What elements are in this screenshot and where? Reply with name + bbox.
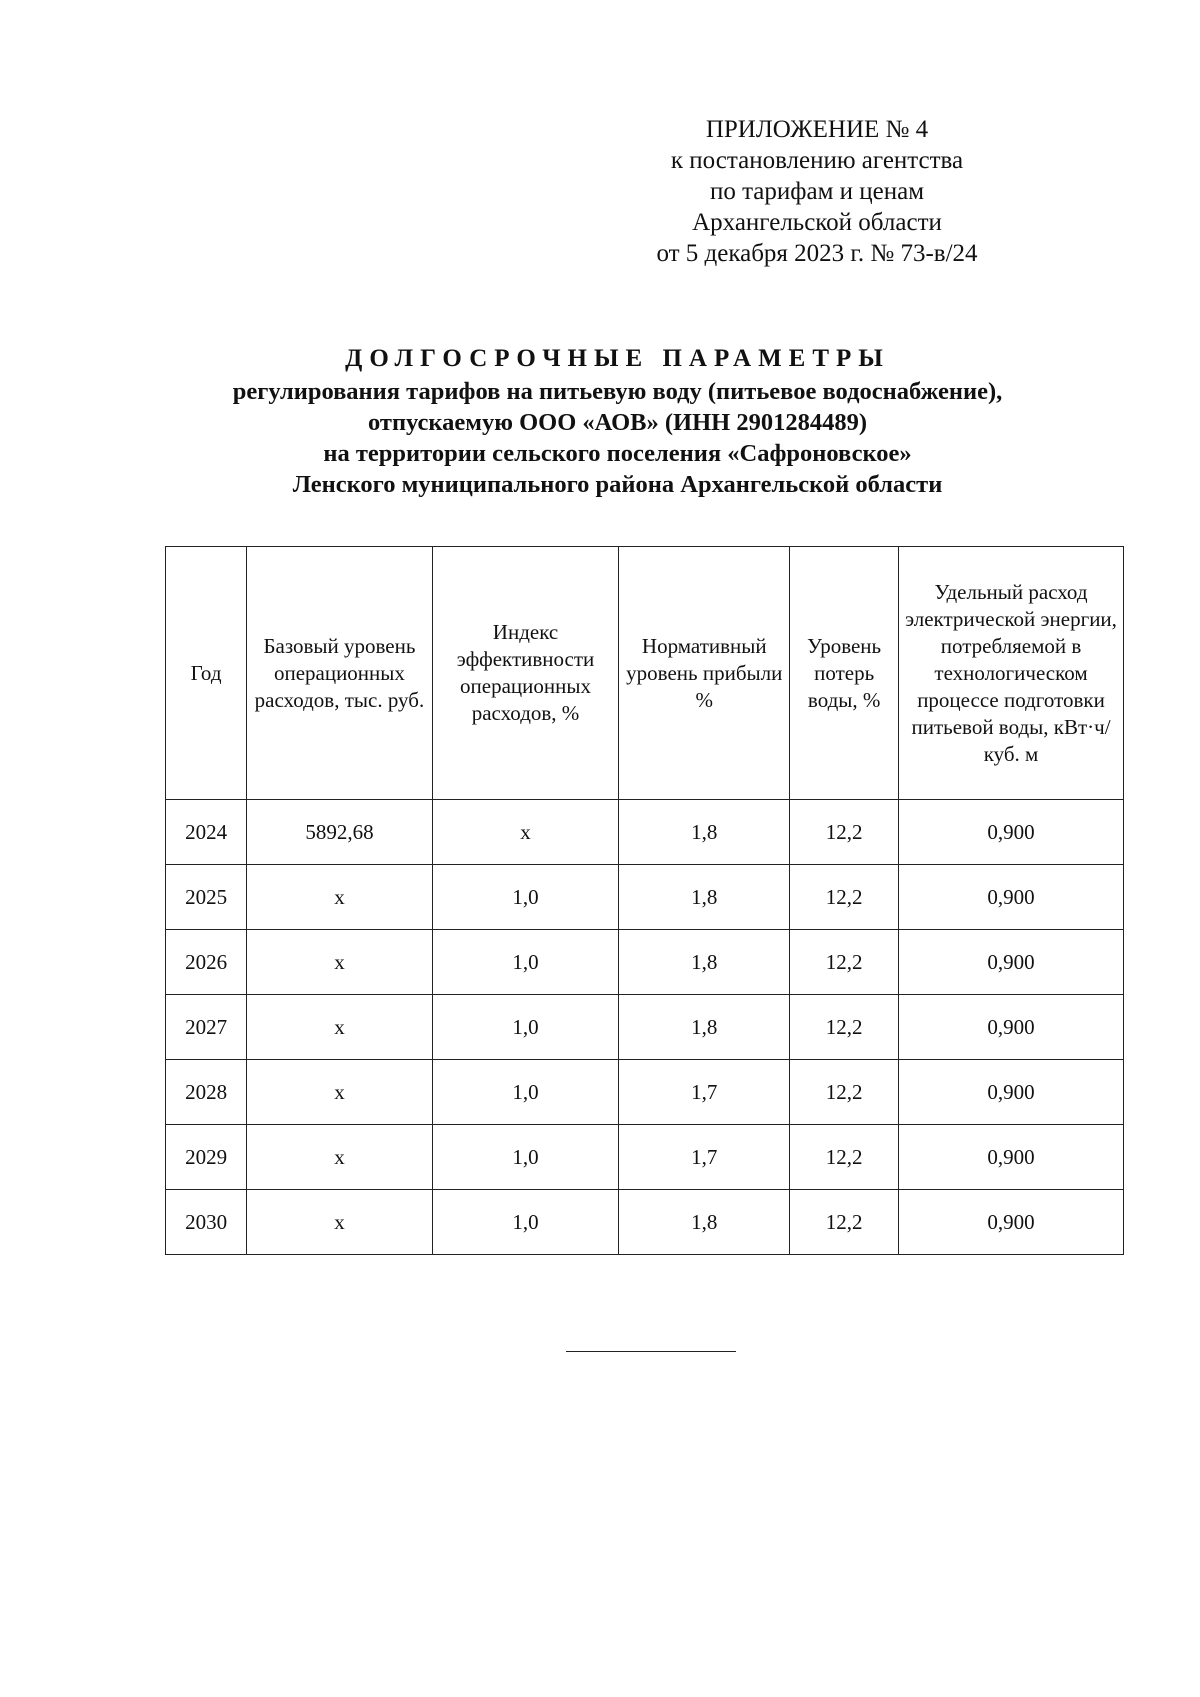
- cell-efficiency-index: 1,0: [432, 930, 619, 995]
- cell-base-opex: х: [247, 995, 433, 1060]
- cell-profit-level: 1,8: [619, 865, 790, 930]
- cell-energy-consumption: 0,900: [899, 865, 1124, 930]
- appendix-number: ПРИЛОЖЕНИЕ № 4: [705, 116, 929, 143]
- appendix-block: [597, 114, 1037, 269]
- table-row: [166, 995, 1124, 1060]
- cell-water-loss: 12,2: [790, 1060, 899, 1125]
- cell-water-loss: 12,2: [790, 865, 899, 930]
- cell-year: 2027: [166, 995, 247, 1060]
- table-row: [166, 800, 1124, 865]
- cell-base-opex: х: [247, 930, 433, 995]
- cell-base-opex: х: [247, 865, 433, 930]
- cell-efficiency-index: х: [432, 800, 619, 865]
- title-line: Ленского муниципального района Архангельской области: [292, 471, 943, 498]
- cell-profit-level: 1,8: [619, 995, 790, 1060]
- cell-energy-consumption: 0,900: [899, 995, 1124, 1060]
- cell-water-loss: 12,2: [790, 800, 899, 865]
- header-water-loss: Уровень потерь воды, %: [790, 547, 899, 800]
- cell-year: 2029: [166, 1125, 247, 1190]
- cell-base-opex: 5892,68: [247, 800, 433, 865]
- cell-profit-level: 1,8: [619, 800, 790, 865]
- title-line: регулирования тарифов на питьевую воду (питьевое водоснабжение),: [232, 378, 1003, 405]
- cell-efficiency-index: 1,0: [432, 1125, 619, 1190]
- cell-efficiency-index: 1,0: [432, 1190, 619, 1255]
- cell-profit-level: 1,8: [619, 1190, 790, 1255]
- cell-energy-consumption: 0,900: [899, 800, 1124, 865]
- appendix-date: от 5 декабря 2023 г. № 73-в/24: [656, 240, 978, 267]
- cell-energy-consumption: 0,900: [899, 1125, 1124, 1190]
- header-profit-level: Нормативный уровень прибыли %: [619, 547, 790, 800]
- cell-base-opex: х: [247, 1190, 433, 1255]
- table-row: [166, 930, 1124, 995]
- table-row: [166, 865, 1124, 930]
- cell-year: 2028: [166, 1060, 247, 1125]
- cell-energy-consumption: 0,900: [899, 1190, 1124, 1255]
- table-row: [166, 1060, 1124, 1125]
- appendix-line: Архангельской области: [692, 209, 942, 236]
- cell-year: 2024: [166, 800, 247, 865]
- document-title-block: [150, 343, 1085, 500]
- end-divider: [566, 1351, 736, 1352]
- cell-water-loss: 12,2: [790, 995, 899, 1060]
- table-row: [166, 1125, 1124, 1190]
- appendix-line: к постановлению агентства: [670, 147, 964, 174]
- cell-efficiency-index: 1,0: [432, 1060, 619, 1125]
- header-year: Год: [166, 547, 247, 800]
- cell-efficiency-index: 1,0: [432, 995, 619, 1060]
- cell-water-loss: 12,2: [790, 1125, 899, 1190]
- appendix-line: по тарифам и ценам: [709, 178, 925, 205]
- table-row: [166, 1190, 1124, 1255]
- cell-year: 2026: [166, 930, 247, 995]
- title-line: на территории сельского поселения «Сафроновское»: [323, 440, 912, 467]
- cell-profit-level: 1,8: [619, 930, 790, 995]
- document-title: ДОЛГОСРОЧНЫЕ ПАРАМЕТРЫ: [345, 345, 890, 372]
- cell-profit-level: 1,7: [619, 1060, 790, 1125]
- table-header-row: [166, 547, 1124, 800]
- cell-year: 2030: [166, 1190, 247, 1255]
- cell-base-opex: х: [247, 1060, 433, 1125]
- header-energy-consumption: Удельный расход электрической энергии, потребляемой в технологическом процессе подготовки питьевой воды, кВт·ч/куб. м: [899, 547, 1124, 800]
- cell-energy-consumption: 0,900: [899, 930, 1124, 995]
- cell-water-loss: 12,2: [790, 930, 899, 995]
- title-line: отпускаемую ООО «АОВ» (ИНН 2901284489): [367, 409, 867, 436]
- cell-energy-consumption: 0,900: [899, 1060, 1124, 1125]
- cell-water-loss: 12,2: [790, 1190, 899, 1255]
- cell-year: 2025: [166, 865, 247, 930]
- header-base-opex: Базовый уровень операционных расходов, тыс. руб.: [247, 547, 433, 800]
- parameters-table: [165, 546, 1124, 1255]
- cell-base-opex: х: [247, 1125, 433, 1190]
- cell-efficiency-index: 1,0: [432, 865, 619, 930]
- cell-profit-level: 1,7: [619, 1125, 790, 1190]
- header-efficiency-index: Индекс эффективности операционных расходов, %: [432, 547, 619, 800]
